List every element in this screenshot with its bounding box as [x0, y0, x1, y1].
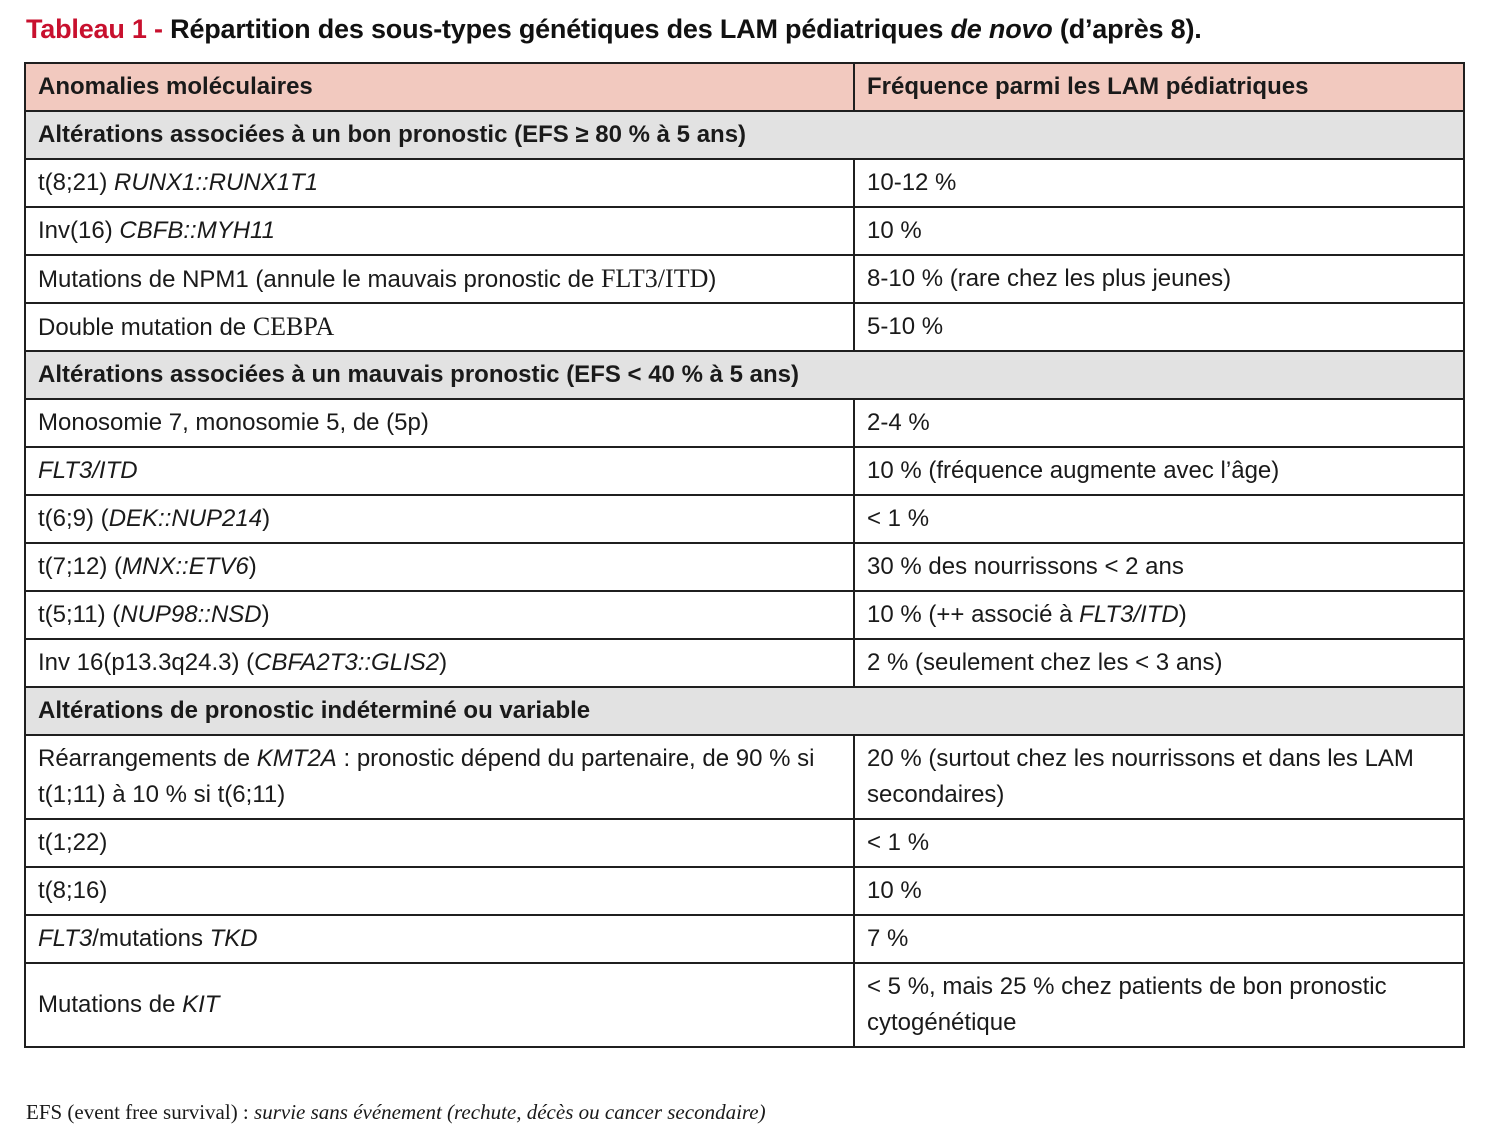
anomaly-text: : pronostic dépend du partenaire, de 90 % si t(1;11) à 10 % si t(6;11) — [38, 745, 815, 808]
frequency-text: ) — [1178, 601, 1187, 628]
table-row — [25, 207, 1464, 255]
table-row — [25, 399, 1464, 447]
table-row — [25, 447, 1464, 495]
frequency-cell: 5-10 % — [854, 303, 1464, 351]
gene-name: NUP98::NSD — [120, 601, 262, 628]
anomaly-cell — [25, 543, 854, 591]
anomaly-cell — [25, 303, 854, 351]
frequency-cell: 10-12 % — [854, 159, 1464, 207]
frequency-cell: 2 % (seulement chez les < 3 ans) — [854, 639, 1464, 687]
table-row — [25, 543, 1464, 591]
frequency-cell: < 1 % — [854, 495, 1464, 543]
frequency-cell: 20 % (surtout chez les nourrissons et dans les LAM secondaires) — [854, 735, 1464, 819]
table-row — [25, 639, 1464, 687]
anomaly-cell — [25, 735, 854, 819]
table-row — [25, 867, 1464, 915]
gene-name: TKD — [209, 925, 258, 952]
table-number: Tableau 1 - — [26, 14, 171, 44]
gene-name: KIT — [182, 991, 220, 1018]
gene-name: CBFB::MYH11 — [119, 217, 275, 244]
anomaly-text: Réarrangements de — [38, 745, 257, 772]
anomaly-text: Inv 16(p13.3q24.3) ( — [38, 649, 255, 676]
anomaly-cell — [25, 447, 854, 495]
anomaly-text: ) — [708, 265, 717, 293]
header-anomalies: Anomalies moléculaires — [25, 63, 854, 111]
anomaly-cell — [25, 159, 854, 207]
anomaly-cell: t(8;16) — [25, 867, 854, 915]
table-row — [25, 303, 1464, 351]
table-title — [26, 14, 1202, 45]
table-header-row — [25, 63, 1464, 111]
gene-name: CBFA2T3::GLIS2 — [254, 649, 440, 676]
table-row — [25, 819, 1464, 867]
frequency-cell: 10 % — [854, 867, 1464, 915]
table-row — [25, 591, 1464, 639]
genetic-subtypes-table — [24, 62, 1465, 1048]
table-row — [25, 915, 1464, 963]
footnote-definition: survie sans événement (rechute, décès ou cancer secondaire) — [254, 1100, 766, 1124]
gene-name: FLT3/ITD — [600, 263, 709, 293]
anomaly-text: t(6;9) ( — [38, 505, 109, 532]
frequency-cell: 10 % (fréquence augmente avec l’âge) — [854, 447, 1464, 495]
frequency-cell: < 1 % — [854, 819, 1464, 867]
anomaly-text: ) — [439, 649, 448, 676]
gene-name: FLT3/ITD — [1079, 601, 1179, 628]
footnote — [26, 1100, 766, 1125]
frequency-cell: 10 % — [854, 207, 1464, 255]
anomaly-cell — [25, 495, 854, 543]
frequency-text: 10 % (++ associé à — [867, 601, 1080, 628]
section-row — [25, 111, 1464, 159]
section-bon-pronostic: Altérations associées à un bon pronostic (EFS ≥ 80 % à 5 ans) — [25, 111, 1464, 159]
anomaly-cell: Monosomie 7, monosomie 5, de (5p) — [25, 399, 854, 447]
table-row — [25, 963, 1464, 1047]
anomaly-text: ) — [248, 553, 257, 580]
anomaly-cell — [25, 255, 854, 303]
frequency-cell: 30 % des nourrissons < 2 ans — [854, 543, 1464, 591]
table-row — [25, 255, 1464, 303]
gene-name: CEBPA — [252, 311, 335, 341]
frequency-cell — [854, 591, 1464, 639]
section-mauvais-pronostic: Altérations associées à un mauvais pronostic (EFS < 40 % à 5 ans) — [25, 351, 1464, 399]
gene-name: MNX::ETV6 — [122, 553, 249, 580]
anomaly-text: ) — [261, 601, 270, 628]
anomaly-cell: t(1;22) — [25, 819, 854, 867]
section-row — [25, 351, 1464, 399]
anomaly-cell — [25, 915, 854, 963]
anomaly-text: ) — [262, 505, 271, 532]
table-row — [25, 495, 1464, 543]
anomaly-text: Mutations de — [38, 991, 183, 1018]
anomaly-text: /mutations — [92, 925, 210, 952]
anomaly-cell — [25, 639, 854, 687]
anomaly-text: t(5;11) ( — [38, 601, 121, 628]
frequency-cell: 8-10 % (rare chez les plus jeunes) — [854, 255, 1464, 303]
title-suffix: (d’après 8). — [1052, 14, 1202, 44]
gene-name: FLT3/ITD — [38, 457, 138, 484]
gene-name: FLT3 — [38, 925, 93, 952]
header-frequence: Fréquence parmi les LAM pédiatriques — [854, 63, 1464, 111]
anomaly-text: Inv(16) — [38, 217, 120, 244]
section-row — [25, 687, 1464, 735]
anomaly-text: t(8;21) — [38, 169, 115, 196]
frequency-cell: 2-4 % — [854, 399, 1464, 447]
section-pronostic-variable: Altérations de pronostic indéterminé ou variable — [25, 687, 1464, 735]
anomaly-cell — [25, 591, 854, 639]
gene-name: RUNX1::RUNX1T1 — [114, 169, 319, 196]
title-text: Répartition des sous-types génétiques des LAM pédiatriques — [170, 14, 951, 44]
gene-name: DEK::NUP214 — [108, 505, 263, 532]
anomaly-cell — [25, 963, 854, 1047]
anomaly-cell — [25, 207, 854, 255]
title-italic: de novo — [950, 14, 1053, 44]
table-row — [25, 159, 1464, 207]
footnote-abbrev: EFS (event free survival) : — [26, 1100, 255, 1124]
anomaly-text: Double mutation de — [38, 313, 253, 341]
anomaly-text: Mutations de NPM1 (annule le mauvais pronostic de — [38, 265, 601, 293]
frequency-cell: < 5 %, mais 25 % chez patients de bon pronostic cytogénétique — [854, 963, 1464, 1047]
frequency-cell: 7 % — [854, 915, 1464, 963]
gene-name: KMT2A — [256, 745, 337, 772]
anomaly-text: t(7;12) ( — [38, 553, 123, 580]
table-row — [25, 735, 1464, 819]
